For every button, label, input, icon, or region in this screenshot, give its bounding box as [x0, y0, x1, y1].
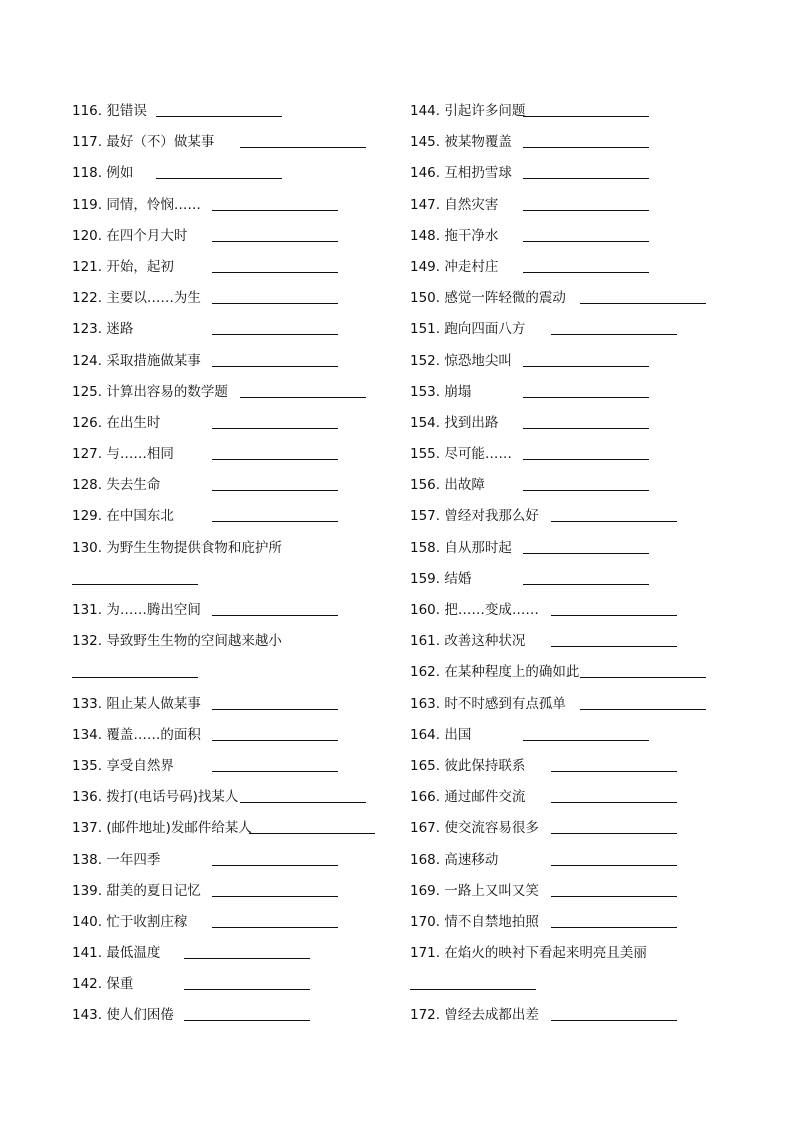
- answer-blank[interactable]: [523, 241, 649, 242]
- item-label: 148. 拖干净水: [410, 227, 499, 244]
- answer-blank[interactable]: [212, 740, 338, 741]
- item-164: [410, 720, 730, 751]
- item-150: [410, 283, 730, 314]
- answer-blank[interactable]: [212, 459, 338, 460]
- item-label: 151. 跑向四面八方: [410, 321, 526, 338]
- item-119: [72, 190, 392, 221]
- answer-blank[interactable]: [551, 896, 677, 897]
- item-132: [72, 626, 392, 657]
- answer-blank[interactable]: [580, 677, 706, 678]
- item-125: [72, 377, 392, 408]
- answer-blank[interactable]: [523, 147, 649, 148]
- answer-blank[interactable]: [551, 521, 677, 522]
- answer-blank[interactable]: [523, 459, 649, 460]
- item-label: 136. 拨打(电话号码)找某人: [72, 789, 239, 806]
- item-label: 120. 在四个月大时: [72, 227, 188, 244]
- item-label: 138. 一年四季: [72, 851, 161, 868]
- item-label: 150. 感觉一阵轻微的震动: [410, 290, 566, 307]
- answer-blank[interactable]: [523, 397, 649, 398]
- item-159: [410, 564, 730, 595]
- answer-blank[interactable]: [551, 927, 677, 928]
- item-157: [410, 501, 730, 532]
- item-140: [72, 907, 392, 938]
- answer-blank[interactable]: [551, 334, 677, 335]
- item-label: 123. 迷路: [72, 321, 134, 338]
- item-167: [410, 813, 730, 844]
- item-label: 139. 甜美的夏日记忆: [72, 882, 201, 899]
- item-label: 152. 惊恐地尖叫: [410, 352, 512, 369]
- item-129: [72, 501, 392, 532]
- answer-blank[interactable]: [156, 116, 282, 117]
- item-132-answer: [72, 657, 392, 688]
- item-label: 159. 结婚: [410, 570, 472, 587]
- item-163: [410, 689, 730, 720]
- item-123: [72, 314, 392, 345]
- answer-blank[interactable]: [551, 865, 677, 866]
- answer-blank[interactable]: [523, 740, 649, 741]
- item-168: [410, 845, 730, 876]
- item-170: [410, 907, 730, 938]
- answer-blank[interactable]: [212, 896, 338, 897]
- answer-blank[interactable]: [523, 210, 649, 211]
- answer-blank[interactable]: [523, 272, 649, 273]
- answer-blank[interactable]: [240, 802, 366, 803]
- item-label: 155. 尽可能……: [410, 446, 512, 463]
- item-156: [410, 470, 730, 501]
- item-143: [72, 1000, 392, 1031]
- answer-blank[interactable]: [184, 1020, 310, 1021]
- answer-blank[interactable]: [212, 771, 338, 772]
- item-135: [72, 751, 392, 782]
- item-151: [410, 314, 730, 345]
- item-label: 130. 为野生生物提供食物和庇护所: [72, 539, 282, 556]
- answer-blank[interactable]: [523, 116, 649, 117]
- item-label: 142. 保重: [72, 976, 134, 993]
- item-171: [410, 938, 730, 969]
- item-label: 119. 同情，怜悯……: [72, 196, 201, 213]
- item-134: [72, 720, 392, 751]
- item-126: [72, 408, 392, 439]
- item-label: 141. 最低温度: [72, 945, 161, 962]
- item-label: 166. 通过邮件交流: [410, 789, 526, 806]
- item-154: [410, 408, 730, 439]
- answer-blank[interactable]: [249, 833, 375, 834]
- answer-blank[interactable]: [212, 615, 338, 616]
- answer-blank[interactable]: [551, 1020, 677, 1021]
- item-label: 157. 曾经对我那么好: [410, 508, 539, 525]
- item-130-answer: [72, 564, 392, 595]
- item-label: 122. 主要以……为生: [72, 290, 201, 307]
- item-label: 144. 引起许多问题: [410, 103, 526, 119]
- answer-blank[interactable]: [523, 366, 649, 367]
- answer-blank[interactable]: [580, 709, 706, 710]
- answer-blank[interactable]: [551, 615, 677, 616]
- answer-blank[interactable]: [523, 428, 649, 429]
- item-153: [410, 377, 730, 408]
- left-column: [72, 96, 392, 1032]
- answer-blank[interactable]: [240, 397, 366, 398]
- answer-blank[interactable]: [212, 865, 338, 866]
- item-label: 158. 自从那时起: [410, 539, 512, 556]
- item-label: 162. 在某种程度上的确如此: [410, 664, 580, 681]
- item-label: 165. 彼此保持联系: [410, 757, 526, 774]
- answer-blank[interactable]: [212, 521, 338, 522]
- item-121: [72, 252, 392, 283]
- item-139: [72, 876, 392, 907]
- item-label: 167. 使交流容易很多: [410, 820, 539, 837]
- item-166: [410, 782, 730, 813]
- answer-blank[interactable]: [212, 490, 338, 491]
- item-label: 124. 采取措施做某事: [72, 352, 201, 369]
- answer-blank[interactable]: [212, 927, 338, 928]
- answer-blank[interactable]: [212, 366, 338, 367]
- item-label: 132. 导致野生生物的空间越来越小: [72, 633, 282, 650]
- item-label: 129. 在中国东北: [72, 508, 174, 525]
- answer-blank[interactable]: [523, 553, 649, 554]
- item-label: 125. 计算出容易的数学题: [72, 383, 228, 400]
- item-label: 146. 互相扔雪球: [410, 165, 512, 182]
- item-138: [72, 845, 392, 876]
- item-141: [72, 938, 392, 969]
- answer-blank[interactable]: [184, 989, 310, 990]
- item-label: 128. 失去生命: [72, 477, 161, 494]
- item-127: [72, 439, 392, 470]
- answer-blank[interactable]: [240, 147, 366, 148]
- answer-blank[interactable]: [551, 833, 677, 834]
- item-120: [72, 221, 392, 252]
- item-label: 117. 最好（不）做某事: [72, 134, 215, 151]
- item-142: [72, 969, 392, 1000]
- item-137: [72, 813, 392, 844]
- item-160: [410, 595, 730, 626]
- item-155: [410, 439, 730, 470]
- item-130: [72, 533, 392, 564]
- item-131: [72, 595, 392, 626]
- answer-blank[interactable]: [212, 210, 338, 211]
- item-label: 149. 冲走村庄: [410, 258, 499, 275]
- item-128: [72, 470, 392, 501]
- item-136: [72, 782, 392, 813]
- answer-blank[interactable]: [523, 584, 649, 585]
- item-146: [410, 158, 730, 189]
- item-169: [410, 876, 730, 907]
- item-147: [410, 190, 730, 221]
- right-column: [410, 96, 730, 1032]
- item-label: 147. 自然灾害: [410, 196, 499, 213]
- answer-blank[interactable]: [212, 272, 338, 273]
- item-label: 133. 阻止某人做某事: [72, 695, 201, 712]
- item-152: [410, 346, 730, 377]
- item-label: 170. 情不自禁地拍照: [410, 913, 539, 930]
- item-label: 169. 一路上又叫又笑: [410, 882, 539, 899]
- answer-blank[interactable]: [212, 428, 338, 429]
- item-label: 154. 找到出路: [410, 414, 499, 431]
- item-label: 121. 开始，起初: [72, 258, 174, 275]
- item-label: 156. 出故障: [410, 477, 485, 494]
- item-label: 116. 犯错误: [72, 103, 147, 119]
- item-label: 153. 崩塌: [410, 383, 472, 400]
- answer-blank[interactable]: [523, 178, 649, 179]
- answer-blank[interactable]: [212, 241, 338, 242]
- item-label: 164. 出国: [410, 726, 472, 743]
- answer-blank[interactable]: [156, 178, 282, 179]
- answer-blank[interactable]: [523, 490, 649, 491]
- item-171-answer: [410, 969, 730, 1000]
- answer-blank[interactable]: [410, 989, 536, 990]
- item-144: [410, 96, 730, 127]
- item-label: 168. 高速移动: [410, 851, 499, 868]
- item-label: 143. 使人们困倦: [72, 1007, 174, 1024]
- item-label: 135. 享受自然界: [72, 757, 174, 774]
- item-label: 171. 在焰火的映衬下看起来明亮且美丽: [410, 945, 647, 962]
- item-158: [410, 533, 730, 564]
- item-133: [72, 689, 392, 720]
- answer-blank[interactable]: [72, 584, 198, 585]
- item-145: [410, 127, 730, 158]
- answer-blank[interactable]: [212, 334, 338, 335]
- answer-blank[interactable]: [551, 802, 677, 803]
- answer-blank[interactable]: [551, 646, 677, 647]
- answer-blank[interactable]: [184, 958, 310, 959]
- answer-blank[interactable]: [212, 303, 338, 304]
- answer-blank[interactable]: [212, 709, 338, 710]
- item-122: [72, 283, 392, 314]
- answer-blank[interactable]: [580, 303, 706, 304]
- item-label: 161. 改善这种状况: [410, 633, 526, 650]
- item-117: [72, 127, 392, 158]
- item-124: [72, 346, 392, 377]
- item-162: [410, 657, 730, 688]
- item-label: 160. 把……变成……: [410, 602, 539, 618]
- item-161: [410, 626, 730, 657]
- item-label: 172. 曾经去成都出差: [410, 1007, 539, 1024]
- item-label: 137. (邮件地址)发邮件给某人: [72, 820, 252, 837]
- item-148: [410, 221, 730, 252]
- item-label: 127. 与……相同: [72, 446, 174, 463]
- item-label: 145. 被某物覆盖: [410, 134, 512, 151]
- answer-blank[interactable]: [551, 771, 677, 772]
- item-118: [72, 158, 392, 189]
- item-label: 126. 在出生时: [72, 414, 161, 431]
- item-label: 131. 为……腾出空间: [72, 602, 201, 618]
- item-label: 118. 例如: [72, 165, 134, 182]
- item-172: [410, 1000, 730, 1031]
- item-116: [72, 96, 392, 127]
- item-label: 140. 忙于收割庄稼: [72, 913, 188, 930]
- item-149: [410, 252, 730, 283]
- item-label: 163. 时不时感到有点孤单: [410, 695, 566, 712]
- item-165: [410, 751, 730, 782]
- answer-blank[interactable]: [72, 677, 198, 678]
- item-label: 134. 覆盖……的面积: [72, 726, 201, 743]
